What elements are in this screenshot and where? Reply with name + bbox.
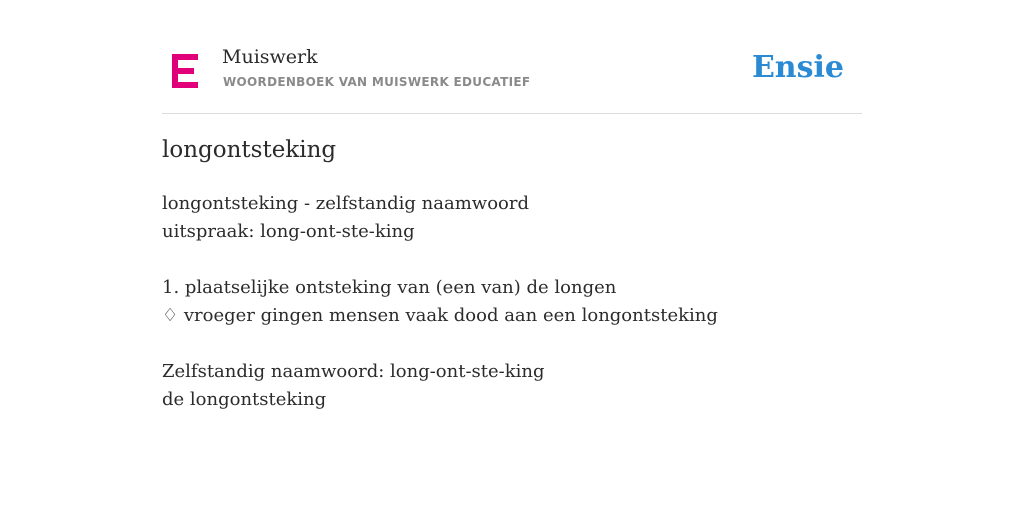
definition-spacer [162,330,862,358]
logo-bar-middle [172,68,194,74]
ensie-logo[interactable]: Ensie [751,50,844,85]
brand-subtitle: WOORDENBOEK VAN MUISWERK EDUCATIEF [223,75,531,89]
logo-bar-bottom [172,82,198,88]
brand-name[interactable]: Muiswerk [222,46,318,68]
definition-line-example: ♢ vroeger gingen mensen vaak dood aan een longontsteking [162,305,718,326]
page-title: longontsteking [162,137,337,163]
definition-line-syllables: Zelfstandig naamwoord: long-ont-ste-king [162,361,545,382]
definition-line-word-class: longontsteking - zelfstandig naamwoord [162,193,530,214]
logo-bar-top [172,54,198,60]
definition-body [162,190,862,414]
definition-spacer [162,246,862,274]
definition-line-article: de longontsteking [162,389,327,410]
definition-line-pronunciation: uitspraak: long-ont-ste-king [162,221,415,242]
muiswerk-logo-icon[interactable] [172,54,200,88]
definition-line-meaning: 1. plaatselijke ontsteking van (een van) de longen [162,277,617,298]
site-header [162,40,862,114]
